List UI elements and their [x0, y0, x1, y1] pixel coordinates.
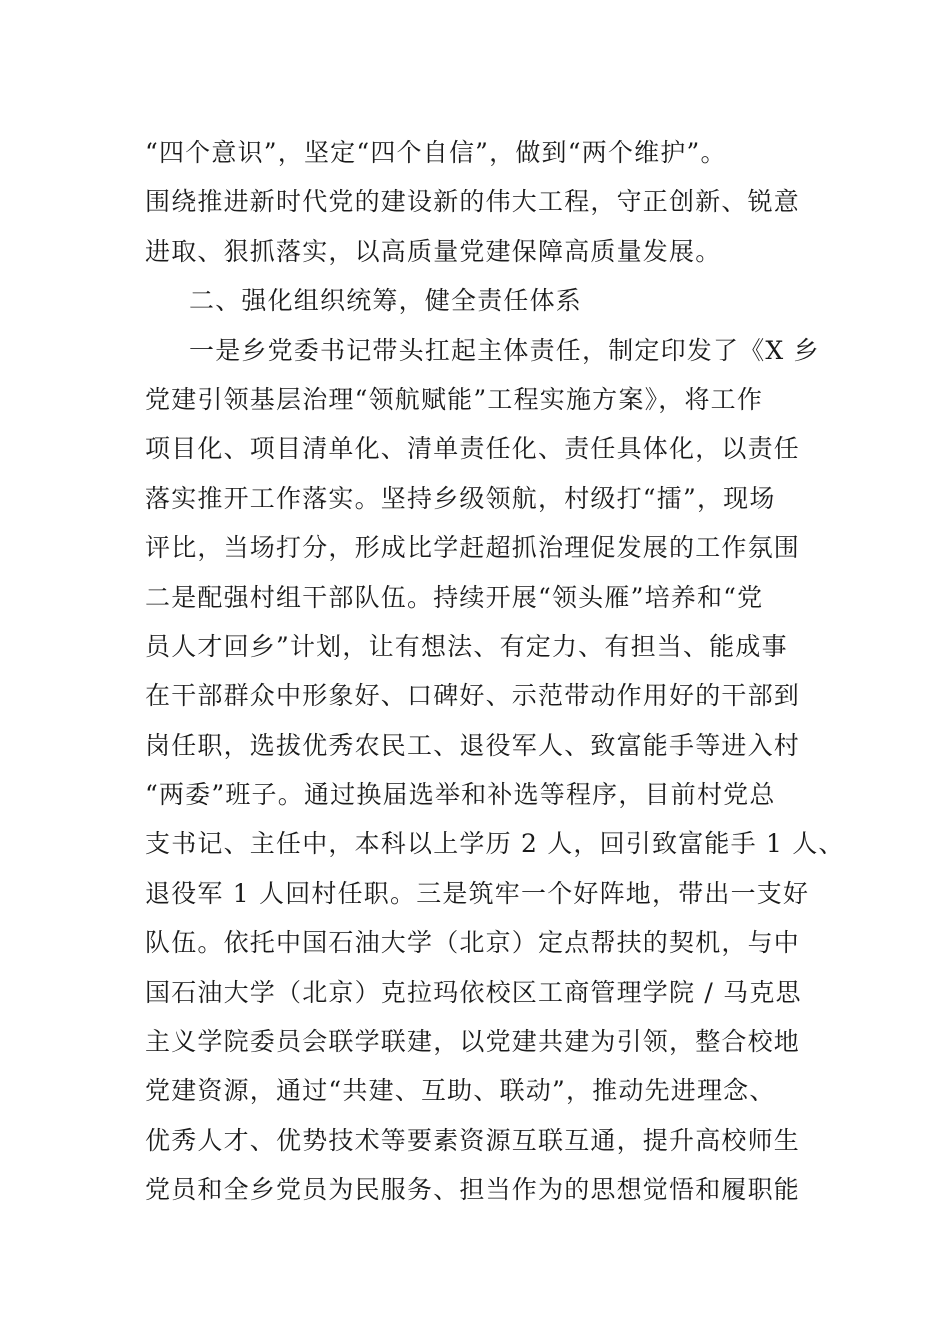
text-line: 进取、狠抓落实，以高质量党建保障高质量发展。	[145, 236, 722, 266]
paragraph-first-line: 一是乡党委书记带头扛起主体责任，制定印发了《X 乡	[189, 335, 820, 365]
text-line: 围绕推进新时代党的建设新的伟大工程，守正创新、锐意	[145, 187, 801, 217]
body-text	[145, 128, 845, 1215]
text-line: 二是配强村组干部队伍。持续开展“领头雁”培养和“党	[145, 582, 764, 612]
text-line: “两委”班子。通过换届选举和补选等程序，目前村党总	[145, 780, 776, 810]
section-heading: 二、强化组织统筹，健全责任体系	[189, 286, 583, 316]
text-line: 优秀人才、优势技术等要素资源互联互通，提升高校师生	[145, 1125, 801, 1155]
text-line: 项目化、项目清单化、清单责任化、责任具体化，以责任	[145, 434, 801, 464]
text-line: 退役军 1 人回村任职。三是筑牢一个好阵地，带出一支好	[145, 878, 810, 908]
text-line: 党建引领基层治理“领航赋能”工程实施方案》，将工作	[145, 384, 764, 414]
text-line: “四个意识”，坚定“四个自信”，做到“两个维护”。	[145, 138, 727, 167]
text-line: 在干部群众中形象好、口碑好、示范带动作用好的干部到	[145, 681, 801, 711]
text-line: 党员和全乡党员为民服务、担当作为的思想觉悟和履职能	[145, 1175, 801, 1205]
text-line: 国石油大学（北京）克拉玛依校区工商管理学院 / 马克思	[145, 977, 802, 1007]
text-line: 支书记、主任中，本科以上学历 2 人，回引致富能手 1 人、	[145, 829, 845, 859]
text-line: 党建资源，通过“共建、互助、联动”，推动先进理念、	[145, 1076, 776, 1106]
text-line: 岗任职，选拔优秀农民工、退役军人、致富能手等进入村	[145, 730, 801, 760]
text-line: 主义学院委员会联学联建，以党建共建为引领，整合校地	[145, 1027, 801, 1057]
text-line: 落实推开工作落实。坚持乡级领航，村级打“擂”，现场	[145, 483, 776, 513]
text-line: 评比，当场打分，形成比学赶超抓治理促发展的工作氛围	[145, 533, 801, 563]
text-line: 队伍。依托中国石油大学（北京）定点帮扶的契机，与中	[145, 928, 801, 958]
text-line: 员人才回乡”计划，让有想法、有定力、有担当、能成事	[145, 631, 788, 661]
